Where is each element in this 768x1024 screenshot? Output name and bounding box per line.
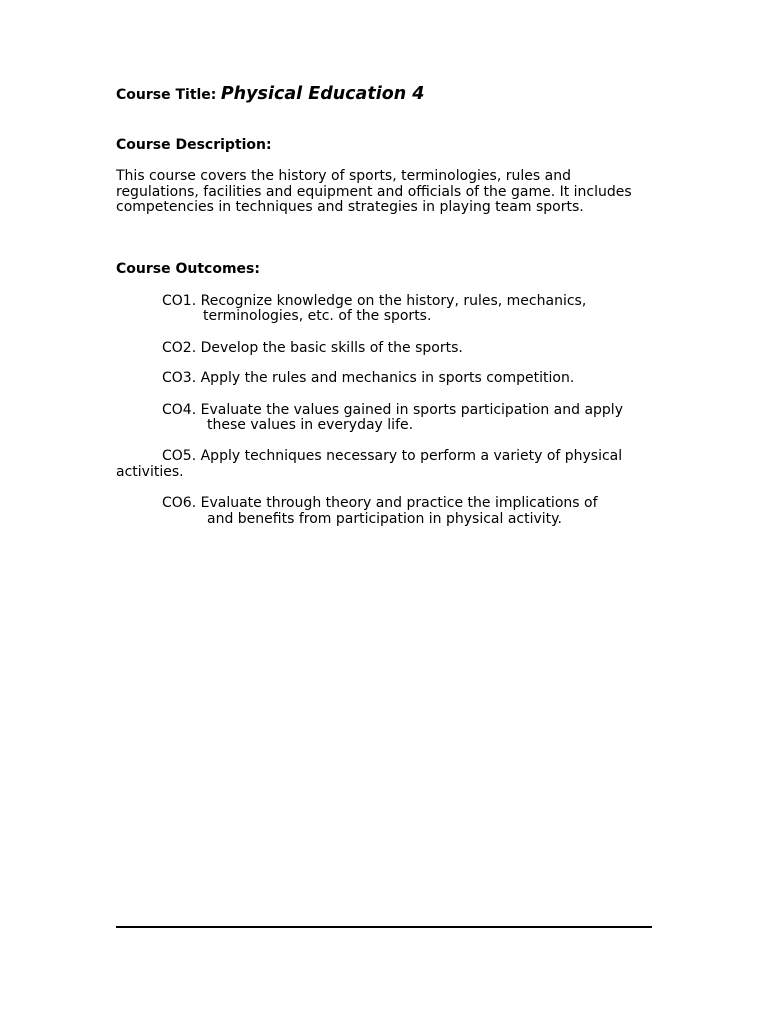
course-description-line-2: regulations, facilities and equipment and officials of the game. It includes: [116, 184, 632, 200]
outcome-co1-line-2: terminologies, etc. of the sports.: [203, 308, 432, 324]
course-description-line-3: competencies in techniques and strategies in playing team sports.: [116, 199, 584, 215]
course-title-value: Physical Education 4: [220, 84, 425, 104]
footer-divider: [116, 926, 652, 928]
course-description-heading: Course Description:: [116, 137, 272, 153]
outcome-co6-line-1: CO6. Evaluate through theory and practice the implications of: [162, 495, 598, 511]
outcome-co4-line-2: these values in everyday life.: [207, 417, 414, 433]
outcome-co6-line-2: and benefits from participation in physical activity.: [207, 511, 562, 527]
course-description-line-1: This course covers the history of sports, terminologies, rules and: [116, 168, 571, 184]
outcome-co1-line-1: CO1. Recognize knowledge on the history, rules, mechanics,: [162, 293, 587, 309]
outcome-co5-line-1: CO5. Apply techniques necessary to perform a variety of physical: [162, 448, 623, 464]
outcome-co3-line-1: CO3. Apply the rules and mechanics in sports competition.: [162, 370, 575, 386]
outcome-co5-line-2: activities.: [116, 464, 184, 480]
course-title-row: [116, 84, 425, 104]
course-outcomes-heading: Course Outcomes:: [116, 261, 260, 277]
course-title-label: Course Title:: [116, 87, 217, 103]
outcome-co4-line-1: CO4. Evaluate the values gained in sports participation and apply: [162, 402, 623, 418]
outcome-co2-line-1: CO2. Develop the basic skills of the sports.: [162, 340, 463, 356]
